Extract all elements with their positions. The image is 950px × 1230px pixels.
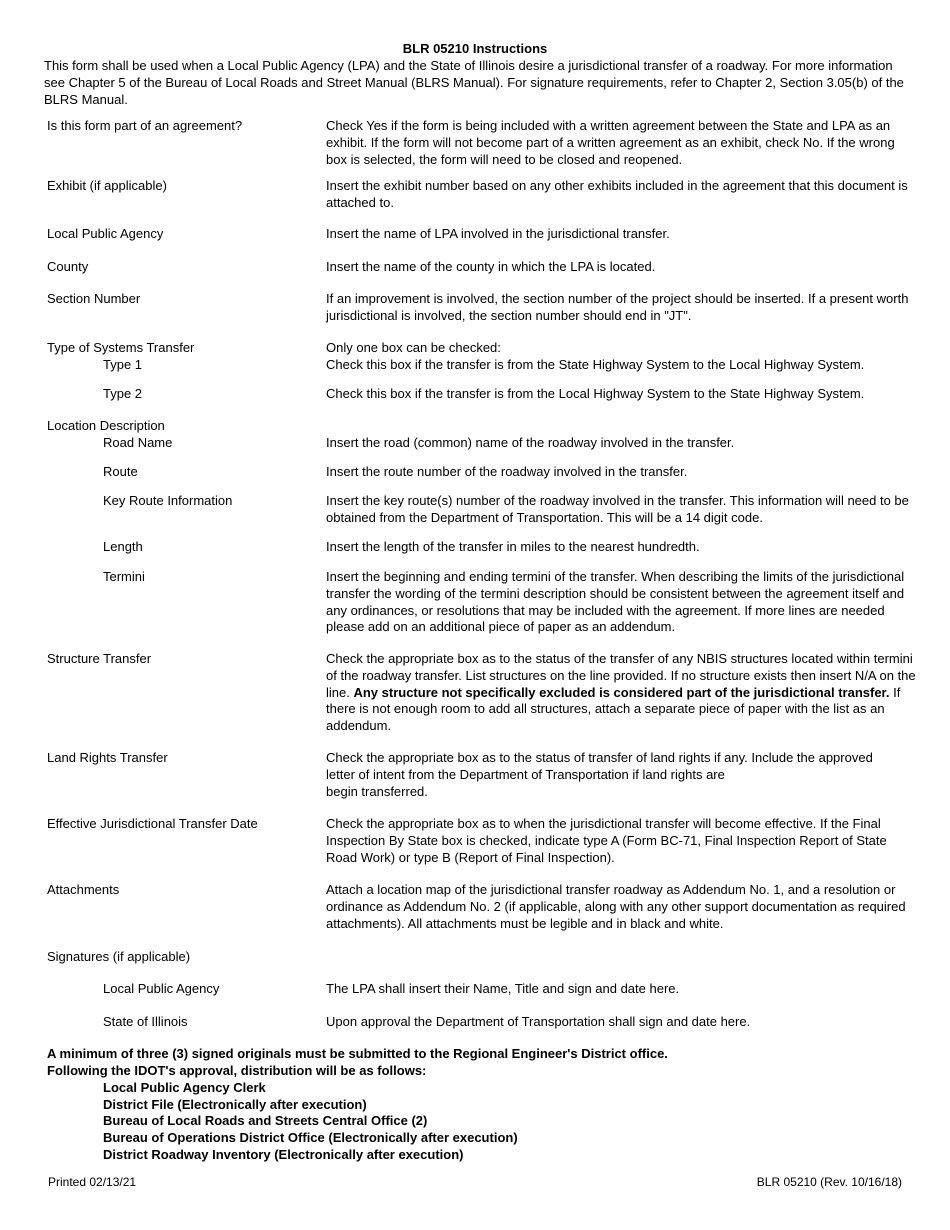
distribution-item: Local Public Agency Clerk bbox=[103, 1080, 266, 1095]
desc-land-rights bbox=[326, 750, 886, 800]
label-road-name: Road Name bbox=[103, 435, 173, 450]
label-sig-state: State of Illinois bbox=[103, 1014, 188, 1029]
label-agreement: Is this form part of an agreement? bbox=[47, 118, 243, 133]
desc-exhibit: Insert the exhibit number based on any other exhibits included in the agreement that this document is attached to. bbox=[326, 178, 908, 210]
label-key-route: Key Route Information bbox=[103, 493, 233, 508]
desc-structure-transfer bbox=[326, 651, 916, 735]
intro-paragraph: This form shall be used when a Local Public Agency (LPA) and the State of Illinois desire a jurisdictional transfer of a roadway. For more information see Chapter 5 of the Bureau of Local Roads and Street Manual (BLRS Manual). For signature requirements, refer to Chapter 2, Section 3.05(b) of the BLRS Manual. bbox=[44, 58, 904, 107]
label-length: Length bbox=[103, 539, 143, 554]
desc-section-number: If an improvement is involved, the section number of the project should be inserted. If a present worth jurisdictional is involved, the section number should end in "JT". bbox=[326, 291, 909, 323]
desc-agreement: Check Yes if the form is being included with a written agreement between the State and LPA as an exhibit. If the form will not become part of a written agreement as an exhibit, check No. If the wrong box is selected, the form will need to be closed and reopened. bbox=[326, 118, 895, 167]
label-type-1: Type 1 bbox=[103, 357, 143, 372]
label-location-description: Location Description bbox=[47, 418, 165, 433]
desc-systems-transfer: Only one box can be checked: bbox=[326, 340, 501, 355]
desc-sig-state: Upon approval the Department of Transportation shall sign and date here. bbox=[326, 1014, 751, 1029]
label-termini: Termini bbox=[103, 569, 145, 584]
desc-type-2: Check this box if the transfer is from the Local Highway System to the State Highway System. bbox=[326, 386, 865, 401]
label-signatures: Signatures (if applicable) bbox=[47, 949, 191, 964]
desc-key-route: Insert the key route(s) number of the roadway involved in the transfer. This information will need to be obtained from the Department of Transportation. This will be a 14 digit code. bbox=[326, 493, 909, 525]
closing-line-1: A minimum of three (3) signed originals must be submitted to the Regional Engineer's District office. bbox=[47, 1046, 668, 1061]
desc-land-part-a: Check the appropriate box as to the status of transfer of land rights if any. Include the approved letter of intent from the Department of Transportation if land rights are bbox=[326, 750, 873, 782]
desc-sig-lpa: The LPA shall insert their Name, Title and sign and date here. bbox=[326, 981, 680, 996]
label-lpa: Local Public Agency bbox=[47, 226, 164, 241]
desc-structure-part-c: If there is not enough room to add all structures, attach a separate piece of paper with the list as an addendum. bbox=[326, 684, 901, 734]
desc-county: Insert the name of the county in which the LPA is located. bbox=[326, 259, 656, 274]
closing-line-2: Following the IDOT's approval, distribution will be as follows: bbox=[47, 1063, 427, 1078]
label-county: County bbox=[47, 259, 89, 274]
label-sig-lpa: Local Public Agency bbox=[103, 981, 220, 996]
printed-date: Printed 02/13/21 bbox=[48, 1175, 137, 1189]
label-effective-date: Effective Jurisdictional Transfer Date bbox=[47, 816, 258, 831]
label-systems-transfer: Type of Systems Transfer bbox=[47, 340, 195, 355]
page-title: BLR 05210 Instructions bbox=[402, 41, 548, 56]
distribution-item: District Roadway Inventory (Electronically after execution) bbox=[103, 1147, 464, 1162]
distribution-item: District File (Electronically after execution) bbox=[103, 1097, 367, 1112]
label-exhibit: Exhibit (if applicable) bbox=[47, 178, 167, 193]
desc-effective-date: Check the appropriate box as to when the jurisdictional transfer will become effective. If the Final Inspection By State box is checked, indicate type A (Form BC-71, Final Inspection Report of State Road Work) or type B (Report of Final Inspection). bbox=[326, 816, 887, 865]
label-attachments: Attachments bbox=[47, 882, 120, 897]
desc-lpa: Insert the name of LPA involved in the jurisdictional transfer. bbox=[326, 226, 670, 241]
desc-attachments: Attach a location map of the jurisdictional transfer roadway as Addendum No. 1, and a resolution or ordinance as Addendum No. 2 (if applicable, along with any other support documentation as required attachments). All attachments must be legible and in black and white. bbox=[326, 882, 906, 931]
distribution-item: Bureau of Operations District Office (Electronically after execution) bbox=[103, 1130, 518, 1145]
label-type-2: Type 2 bbox=[103, 386, 143, 401]
desc-land-part-b: begin transferred. bbox=[326, 783, 428, 799]
desc-type-1: Check this box if the transfer is from the State Highway System to the Local Highway System. bbox=[326, 357, 865, 372]
desc-termini: Insert the beginning and ending termini of the transfer. When describing the limits of the jurisdictional transfer the wording of the termini description should be consistent between the agreement itself and any ordinances, or resolutions that may be included with the agreement. If more lines are needed please add on an additional piece of paper as an addendum. bbox=[326, 569, 905, 635]
label-structure-transfer: Structure Transfer bbox=[47, 651, 152, 666]
form-id: BLR 05210 (Rev. 10/16/18) bbox=[756, 1175, 902, 1189]
desc-length: Insert the length of the transfer in miles to the nearest hundredth. bbox=[326, 539, 700, 554]
desc-structure-part-a: Check the appropriate box as to the status of the transfer of any NBIS structures located within termini of the roadway transfer. List structures on the line provided. If no structure exists then insert N/A on the line. bbox=[326, 651, 916, 700]
desc-road-name: Insert the road (common) name of the roadway involved in the transfer. bbox=[326, 435, 735, 450]
label-route: Route bbox=[103, 464, 138, 479]
distribution-item: Bureau of Local Roads and Streets Central Office (2) bbox=[103, 1113, 428, 1128]
desc-route: Insert the route number of the roadway involved in the transfer. bbox=[326, 464, 688, 479]
label-section-number: Section Number bbox=[47, 291, 141, 306]
label-land-rights: Land Rights Transfer bbox=[47, 750, 168, 765]
desc-structure-bold: Any structure not specifically excluded is considered part of the jurisdictional transfer. bbox=[353, 684, 890, 700]
